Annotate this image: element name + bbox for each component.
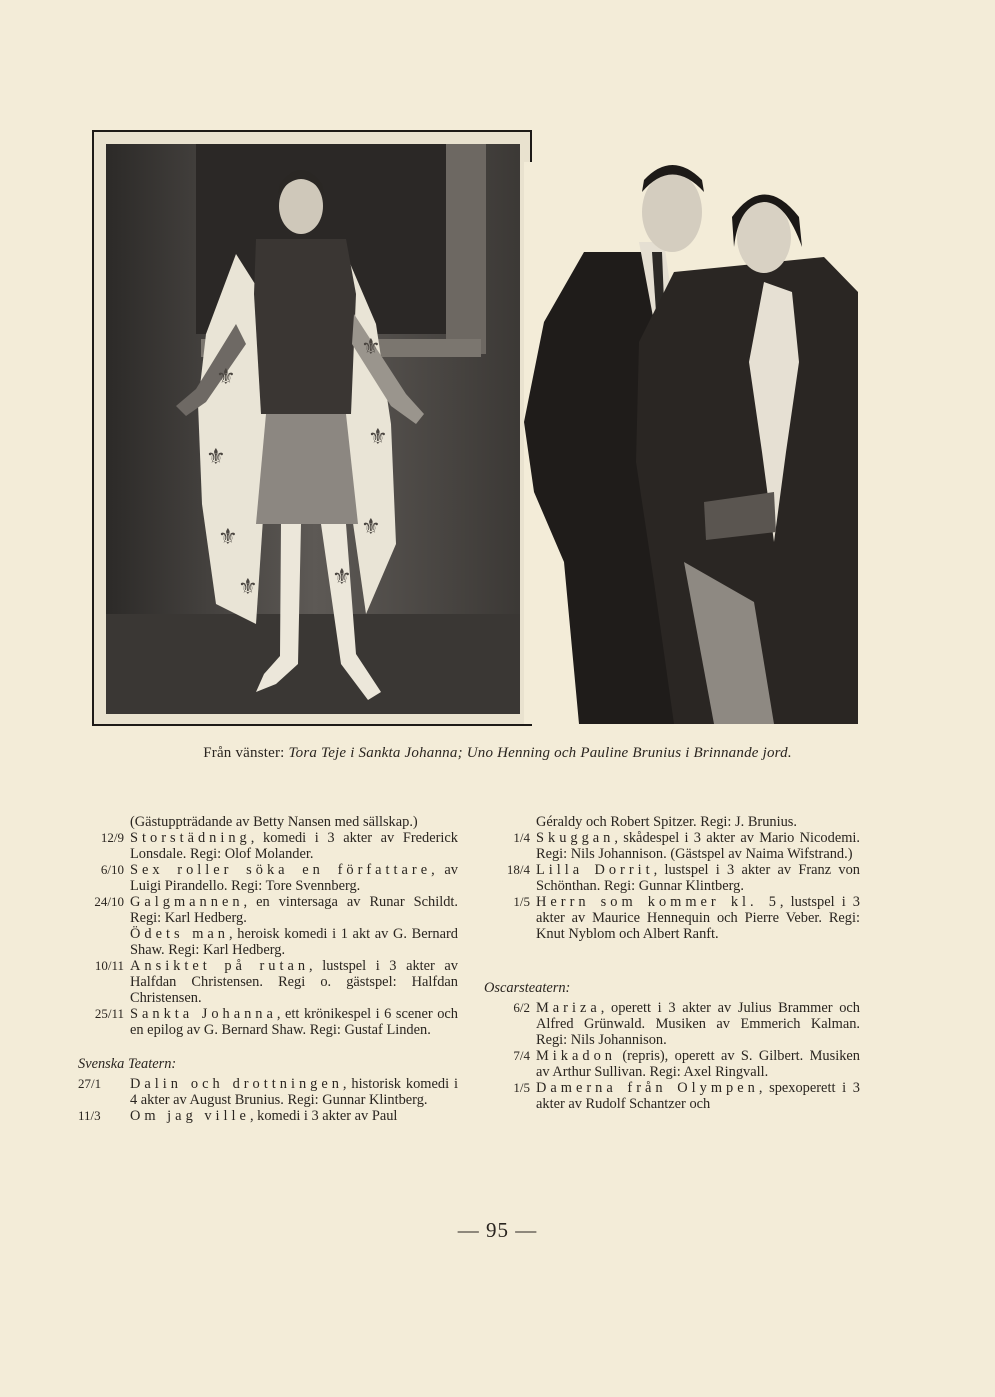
entry-date: 1/4 xyxy=(513,830,530,845)
right-lead: Géraldy och Robert Spitzer. Regi: J. Brunius. xyxy=(536,814,797,830)
entry-text: (repris), operett av S. Gilbert. Musiken av Arthur Sullivan. Regi: Axel Ringvall. xyxy=(536,1048,860,1080)
entry-text: , historisk komedi i 4 akter av August Brunius. Regi: Gunnar Klintberg. xyxy=(130,1076,458,1108)
entry-title: Sankta Johanna xyxy=(130,1006,277,1022)
entry-text: , heroisk komedi i 1 akt av G. Bernard Shaw. Regi: Karl Hedberg. xyxy=(130,926,458,958)
caption-prefix: Från vänster: xyxy=(203,745,289,761)
photo-caption xyxy=(0,745,995,762)
entry-title: Skuggan xyxy=(536,830,615,846)
photo-couple xyxy=(524,162,858,724)
left-entry-5 xyxy=(78,958,458,1006)
svg-text:⚜: ⚜ xyxy=(332,565,352,590)
entry-date: 6/10 xyxy=(100,862,124,877)
entry-date: 27/1 xyxy=(78,1076,102,1091)
entry-text: , lustspel i 3 akter av Halfdan Christensen. Regi o. gästspel: Halfdan Christensen. xyxy=(130,958,458,1006)
entry-title: Galgmannen xyxy=(130,894,244,910)
entry-date: 1/5 xyxy=(513,894,530,909)
entry-date: 1/5 xyxy=(513,1080,530,1095)
left-section-entry-1 xyxy=(78,1076,458,1108)
photo-left-frame xyxy=(92,130,532,726)
entry-text: , lustspel i 3 akter av Franz von Schönthan. Regi: Gunnar Klintberg. xyxy=(536,862,860,894)
svg-text:⚜: ⚜ xyxy=(361,335,381,360)
left-entry-1 xyxy=(78,830,458,862)
left-entry-6 xyxy=(78,1006,458,1038)
entry-text: , spexoperett i 3 akter av Rudolf Schantzer och xyxy=(536,1080,860,1112)
svg-text:⚜: ⚜ xyxy=(361,515,381,540)
entry-date: 11/3 xyxy=(78,1108,101,1123)
section-heading-oscarsteatern: Oscarsteatern: xyxy=(484,980,571,996)
left-section-entry-2 xyxy=(78,1108,458,1124)
entry-date: 10/11 xyxy=(94,958,124,973)
entry-title: Sex roller söka en författare xyxy=(130,862,432,878)
page-number: — 95 — xyxy=(457,1218,538,1242)
entry-date: 7/4 xyxy=(513,1048,530,1063)
entry-text: , operett i 3 akter av Julius Brammer och Alfred Grünwald. Musiken av Emmerich Kalman. Regi: Nils Johannison. xyxy=(536,1000,860,1048)
svg-text:⚜: ⚜ xyxy=(216,365,236,390)
entry-text: , komedi i 3 akter av Frederick Lonsdale. Regi: Olof Molander. xyxy=(130,830,458,862)
entry-title: Storstädning xyxy=(130,830,251,846)
photo-joan-of-arc xyxy=(106,144,520,714)
entry-text: , en vintersaga av Runar Schildt. Regi: Karl Hedberg. xyxy=(130,894,458,926)
left-column xyxy=(78,814,458,1124)
caption-second: Uno Henning och Pauline Brunius i Brinnande jord. xyxy=(462,745,792,761)
entry-date: 25/11 xyxy=(94,1006,124,1021)
entry-title: Damerna från Olympen xyxy=(536,1080,759,1096)
right-entry-2 xyxy=(484,862,860,894)
entry-title: Dalin och drottningen xyxy=(130,1076,343,1092)
entry-date: 18/4 xyxy=(506,862,530,877)
entry-title: Om jag ville xyxy=(130,1108,250,1124)
photo-couple-figure xyxy=(524,162,858,724)
photo-joan-of-arc-figure xyxy=(106,144,520,714)
right-entry-3 xyxy=(484,894,860,942)
section-heading-svenska-teatern: Svenska Teatern: xyxy=(78,1056,177,1072)
entry-text: , av Luigi Pirandello. Regi: Tore Svennberg. xyxy=(130,862,459,894)
left-entry-3 xyxy=(78,894,458,926)
left-lead: (Gästuppträdande av Betty Nansen med sällskap.) xyxy=(130,814,418,830)
right-column xyxy=(484,814,860,1112)
right-section-entry-3 xyxy=(484,1080,860,1112)
entry-date: 6/2 xyxy=(513,1000,530,1015)
entry-date: 12/9 xyxy=(100,830,124,845)
svg-text:⚜: ⚜ xyxy=(206,445,226,470)
svg-text:⚜: ⚜ xyxy=(218,525,238,550)
entry-title: Mikadon xyxy=(536,1048,616,1064)
svg-text:⚜: ⚜ xyxy=(238,575,258,600)
entry-title: Mariza xyxy=(536,1000,601,1016)
entry-text: , komedi i 3 akter av Paul xyxy=(249,1108,398,1124)
entry-text: , lustspel i 3 akter av Maurice Hennequin och Pierre Veber. Regi: Knut Nyblom och Albert Ranft. xyxy=(536,894,860,942)
entry-title: Herrn som kommer kl. 5 xyxy=(536,894,780,910)
svg-text:⚜: ⚜ xyxy=(368,425,388,450)
entry-date: 24/10 xyxy=(94,894,124,909)
caption-first: Tora Teje i Sankta Johanna; xyxy=(288,745,463,761)
entry-title: Ödets man xyxy=(130,926,229,942)
entry-text: , ett krönikespel i 6 scener och en epilog av G. Bernard Shaw. Regi: Gustaf Linden. xyxy=(130,1006,458,1038)
right-section-entry-2 xyxy=(484,1048,860,1080)
entry-title: Ansiktet på rutan xyxy=(130,958,310,974)
left-entry-2 xyxy=(78,862,458,894)
right-entry-1 xyxy=(484,830,860,862)
left-entry-4 xyxy=(78,926,458,958)
entry-title: Lilla Dorrit xyxy=(536,862,654,878)
right-section-entry-1 xyxy=(484,1000,860,1048)
entry-text: , skådespel i 3 akter av Mario Nicodemi. Regi: Nils Johannison. (Gästspel av Naima Wifstrand.) xyxy=(536,830,860,862)
